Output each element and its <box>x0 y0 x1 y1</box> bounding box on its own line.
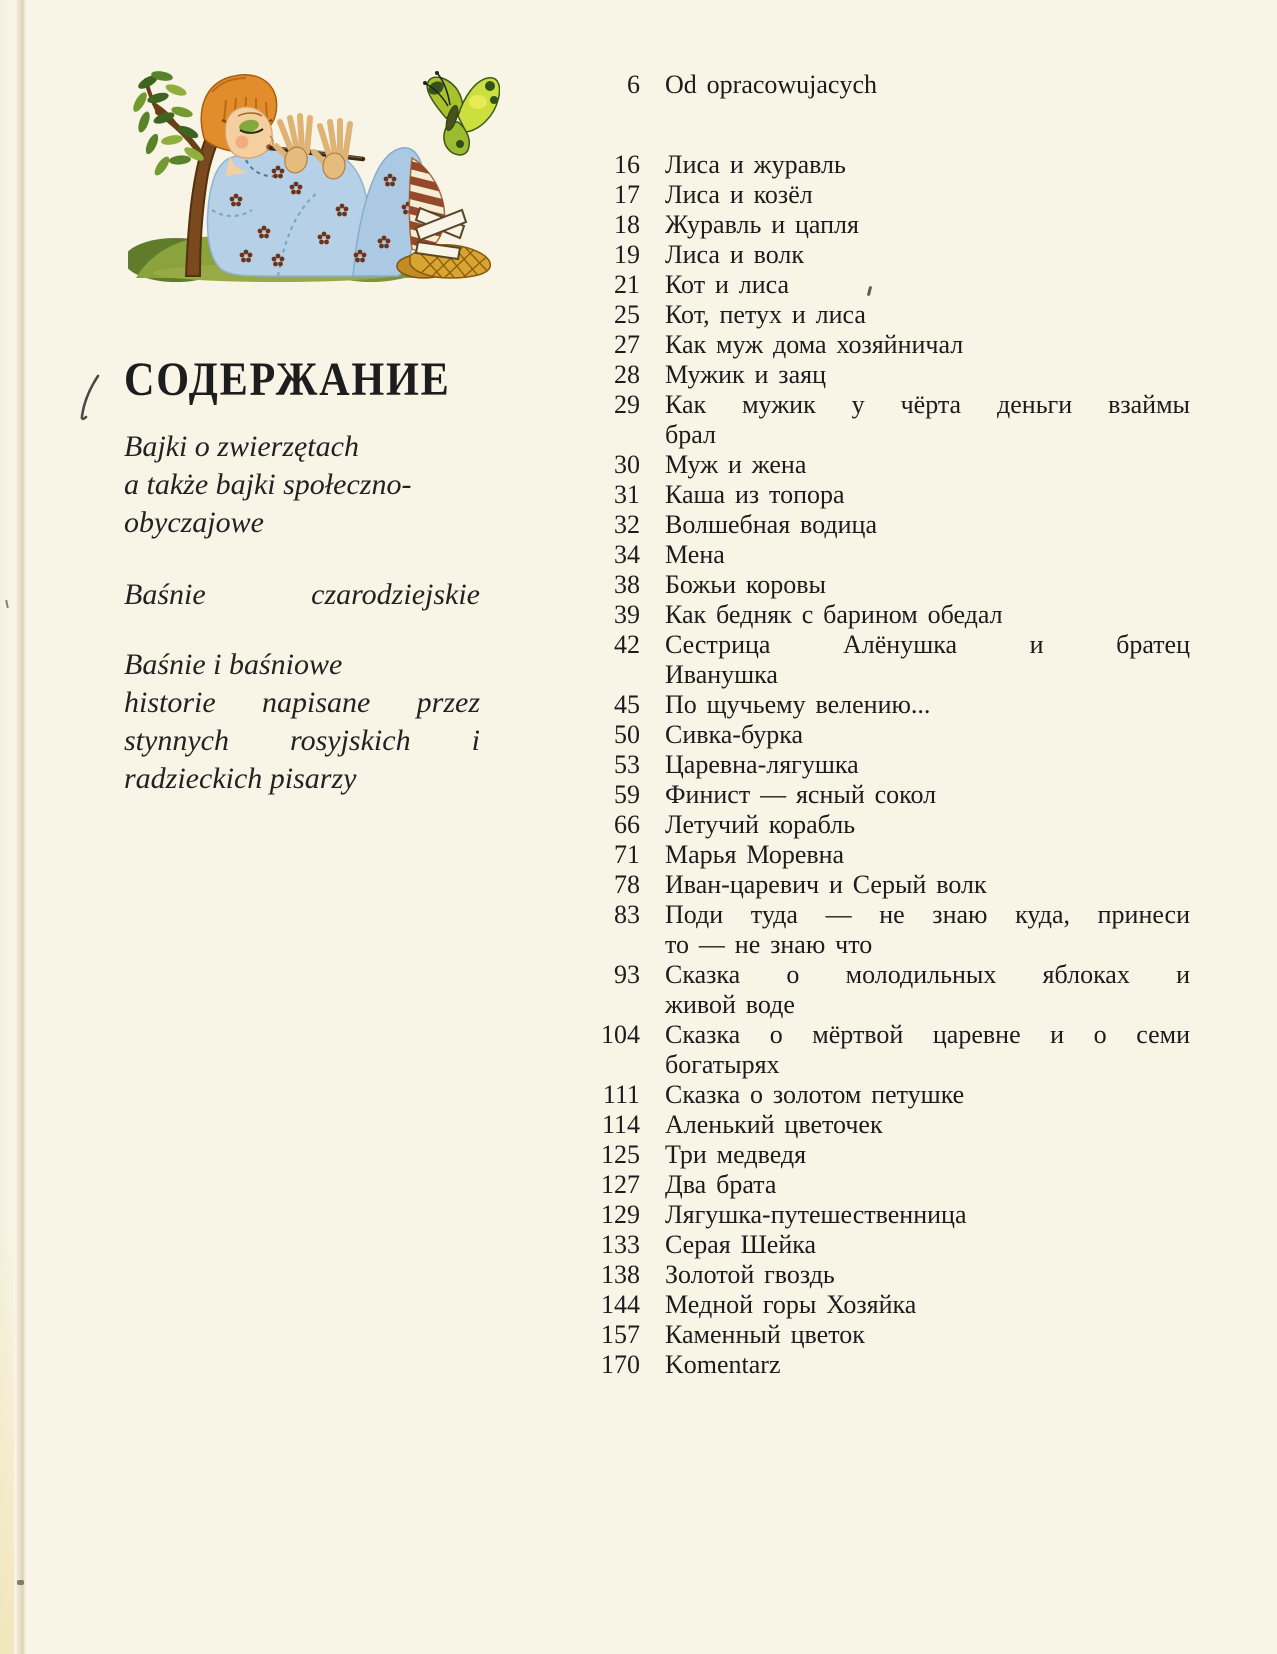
toc-entry-line: богатырях <box>665 1050 780 1079</box>
toc-entry-line: Три медведя <box>665 1140 807 1169</box>
table-of-contents <box>555 70 1195 1380</box>
toc-entry-line: Марья Моревна <box>665 840 845 869</box>
toc-entry-title <box>665 1230 1190 1260</box>
toc-entry-page-number: 31 <box>614 480 640 509</box>
intro-block-magic-tales <box>124 576 480 614</box>
toc-entry-line: Кот, петух и лиса <box>665 300 866 329</box>
intro-line: Baśnie czarodziejskie <box>124 578 480 611</box>
toc-entry-page-number: 25 <box>614 300 640 329</box>
toc-entry <box>555 300 1195 330</box>
toc-entry-page-number: 125 <box>601 1140 640 1169</box>
toc-entry-page-number: 6 <box>627 70 640 99</box>
toc-entry-line: Два брата <box>665 1170 777 1199</box>
toc-entry-page-number: 30 <box>614 450 640 479</box>
intro-text <box>124 428 480 798</box>
toc-entry-page-number: 29 <box>614 390 640 419</box>
toc-entry <box>555 390 1195 450</box>
toc-entry-line: По щучьему велению... <box>665 690 931 719</box>
intro-line: radzieckich pisarzy <box>124 762 357 795</box>
toc-entry-title <box>665 1260 1190 1290</box>
kimono <box>208 148 424 276</box>
toc-entry-title <box>665 510 1190 540</box>
toc-entry-title <box>665 540 1190 570</box>
toc-entry-line: Как муж дома хозяйничал <box>665 330 964 359</box>
intro-block-author-tales <box>124 646 480 798</box>
toc-entry-line: Сказка о молодильных яблоках и <box>665 960 1190 989</box>
toc-entry-title <box>665 450 1190 480</box>
page-title: СОДЕРЖАНИЕ <box>124 353 451 406</box>
intro-line: a także bajki społeczno- <box>124 468 412 501</box>
toc-entry-line: Сивка-бурка <box>665 720 803 749</box>
toc-entry-line: Лягушка-путешественница <box>665 1200 967 1229</box>
toc-entry-page-number: 78 <box>614 870 640 899</box>
toc-entry-title: Od opracowujacych <box>665 70 878 99</box>
toc-entry-page-number: 27 <box>614 330 640 359</box>
toc-entry-line: Летучий корабль <box>665 810 856 839</box>
toc-front-matter <box>555 70 1195 100</box>
toc-entry-title <box>665 840 1190 870</box>
toc-entry <box>555 540 1195 570</box>
toc-entry-line: Божьи коровы <box>665 570 826 599</box>
toc-entry-page-number: 42 <box>614 630 640 659</box>
toc-entry <box>555 630 1195 690</box>
toc-entry <box>555 240 1195 270</box>
toc-entry <box>555 1080 1195 1110</box>
toc-entry-line: Царевна-лягушка <box>665 750 859 779</box>
toc-entry <box>555 1320 1195 1350</box>
toc-entry <box>555 480 1195 510</box>
toc-entry <box>555 210 1195 240</box>
toc-entry <box>555 450 1195 480</box>
intro-line: obyczajowe <box>124 506 264 539</box>
toc-entry-line: Каменный цветок <box>665 1320 865 1349</box>
toc-entry-title <box>665 360 1190 390</box>
toc-entry-title <box>665 330 1190 360</box>
cheek-blush <box>236 136 249 149</box>
toc-entry <box>555 330 1195 360</box>
toc-entry-page-number: 111 <box>602 1080 640 1109</box>
toc-list <box>555 150 1195 1380</box>
toc-entry <box>555 960 1195 1020</box>
toc-entry-title <box>665 1200 1190 1230</box>
toc-entry-title <box>665 1290 1190 1320</box>
toc-entry <box>555 1350 1195 1380</box>
toc-entry-title <box>665 1020 1190 1080</box>
scan-artifact-slash <box>78 372 104 424</box>
toc-entry <box>555 1170 1195 1200</box>
toc-entry-title <box>665 750 1190 780</box>
toc-entry-title <box>665 210 1190 240</box>
toc-entry-page-number: 138 <box>601 1260 640 1289</box>
toc-entry-line: живой воде <box>665 990 795 1019</box>
toc-entry-line: Как мужик у чёрта деньги взаймы <box>665 390 1190 419</box>
toc-entry <box>555 810 1195 840</box>
toc-entry-page-number: 16 <box>614 150 640 179</box>
toc-entry-title <box>665 390 1190 450</box>
toc-entry <box>555 270 1195 300</box>
toc-entry-title <box>665 690 1190 720</box>
toc-entry <box>555 750 1195 780</box>
toc-entry-line: Серая Шейка <box>665 1230 817 1259</box>
scan-artifact <box>17 1580 24 1585</box>
toc-entry-page-number: 34 <box>614 540 640 569</box>
toc-entry-title <box>665 810 1190 840</box>
toc-entry-page-number: 45 <box>614 690 640 719</box>
toc-entry <box>555 1020 1195 1080</box>
toc-entry-title <box>665 300 1190 330</box>
toc-entry-line: Лиса и волк <box>665 240 804 269</box>
toc-entry-line: Каша из топора <box>665 480 845 509</box>
tree-leaves <box>131 70 206 178</box>
toc-entry <box>555 720 1195 750</box>
toc-entry-title <box>665 900 1190 960</box>
toc-entry-line: Золотой гвоздь <box>665 1260 835 1289</box>
toc-entry-title <box>665 1320 1190 1350</box>
toc-entry-line: Аленький цветочек <box>665 1110 883 1139</box>
toc-entry-page-number: 170 <box>601 1350 640 1379</box>
toc-entry-page-number: 93 <box>614 960 640 989</box>
toc-entry-line: Кот и лиса <box>665 270 790 299</box>
toc-entry-title <box>665 780 1190 810</box>
toc-entry-title <box>665 150 1190 180</box>
toc-entry-line: Мена <box>665 540 725 569</box>
toc-entry-line: Лиса и журавль <box>665 150 846 179</box>
toc-entry-line: брал <box>665 420 716 449</box>
toc-entry-page-number: 18 <box>614 210 640 239</box>
toc-entry-page-number: 157 <box>601 1320 640 1349</box>
toc-entry-page-number: 59 <box>614 780 640 809</box>
toc-entry-page-number: 21 <box>614 270 640 299</box>
toc-entry-title <box>665 1110 1190 1140</box>
toc-entry-title <box>665 720 1190 750</box>
toc-entry-line: Лиса и козёл <box>665 180 813 209</box>
toc-entry-line: Иван-царевич и Серый волк <box>665 870 987 899</box>
toc-entry-line: Волшебная водица <box>665 510 878 539</box>
toc-entry-page-number: 32 <box>614 510 640 539</box>
toc-entry-title <box>665 870 1190 900</box>
toc-entry <box>555 1110 1195 1140</box>
toc-entry-page-number: 19 <box>614 240 640 269</box>
butterfly <box>423 71 500 155</box>
toc-entry <box>555 1200 1195 1230</box>
toc-entry <box>555 180 1195 210</box>
toc-entry-title <box>665 1140 1190 1170</box>
toc-entry-line: Поди туда — не знаю куда, принеси <box>665 900 1190 929</box>
toc-entry-title <box>665 600 1190 630</box>
toc-entry-page-number: 104 <box>601 1020 640 1049</box>
toc-entry-title <box>665 1170 1190 1200</box>
toc-entry-page-number: 144 <box>601 1290 640 1319</box>
toc-entry-line: Komentarz <box>665 1350 781 1379</box>
toc-entry-title <box>665 240 1190 270</box>
intro-line: historie napisane przez <box>124 686 480 719</box>
toc-entry-line: то — не знаю что <box>665 930 873 959</box>
toc-entry <box>555 1230 1195 1260</box>
toc-entry-page-number: 127 <box>601 1170 640 1199</box>
intro-line: stynnych rosyjskich i <box>124 724 480 757</box>
toc-entry <box>555 360 1195 390</box>
toc-entry <box>555 870 1195 900</box>
toc-entry <box>555 780 1195 810</box>
toc-entry-line: Журавль и цапля <box>665 210 859 239</box>
toc-entry-page-number: 71 <box>614 840 640 869</box>
intro-line: Bajki o zwierzętach <box>124 430 359 463</box>
toc-entry-title <box>665 480 1190 510</box>
toc-entry-title <box>665 570 1190 600</box>
toc-entry-line: Медной горы Хозяйка <box>665 1290 917 1319</box>
toc-entry-page-number: 66 <box>614 810 640 839</box>
toc-entry-page-number: 83 <box>614 900 640 929</box>
toc-entry-line: Муж и жена <box>665 450 807 479</box>
toc-entry-title <box>665 960 1190 1020</box>
toc-entry-title <box>665 270 1190 300</box>
toc-entry-line: Финист — ясный сокол <box>665 780 937 809</box>
toc-entry-page-number: 28 <box>614 360 640 389</box>
toc-entry <box>555 150 1195 180</box>
toc-entry-line: Сестрица Алёнушка и братец <box>665 630 1190 659</box>
intro-line: Baśnie i baśniowe <box>124 648 343 681</box>
toc-entry <box>555 690 1195 720</box>
flute-player-illustration <box>128 60 500 288</box>
toc-entry-page-number: 133 <box>601 1230 640 1259</box>
toc-entry <box>555 570 1195 600</box>
toc-entry-page-number: 39 <box>614 600 640 629</box>
toc-entry-line: Сказка о мёртвой царевне и о семи <box>665 1020 1190 1049</box>
page-corner-tint <box>0 1234 14 1654</box>
toc-entry <box>555 900 1195 960</box>
toc-entry-page-number: 53 <box>614 750 640 779</box>
toc-entry <box>555 1260 1195 1290</box>
toc-entry <box>555 600 1195 630</box>
toc-entry-page-number: 129 <box>601 1200 640 1229</box>
toc-entry <box>555 1140 1195 1170</box>
toc-entry-line: Сказка о золотом петушке <box>665 1080 965 1109</box>
toc-entry-title <box>665 1080 1190 1110</box>
toc-entry-title <box>665 630 1190 690</box>
toc-entry-title <box>665 180 1190 210</box>
toc-entry-line: Иванушка <box>665 660 778 689</box>
toc-entry-line: Мужик и заяц <box>665 360 826 389</box>
toc-entry-page-number: 50 <box>614 720 640 749</box>
toc-entry-line: Как бедняк с барином обедал <box>665 600 1003 629</box>
toc-entry <box>555 510 1195 540</box>
intro-block-animal-tales <box>124 428 480 542</box>
toc-entry-page-number: 38 <box>614 570 640 599</box>
toc-entry-page-number: 17 <box>614 180 640 209</box>
toc-entry-page-number: 114 <box>601 1110 640 1139</box>
toc-entry-title <box>665 1350 1190 1380</box>
toc-entry <box>555 840 1195 870</box>
toc-entry <box>555 1290 1195 1320</box>
